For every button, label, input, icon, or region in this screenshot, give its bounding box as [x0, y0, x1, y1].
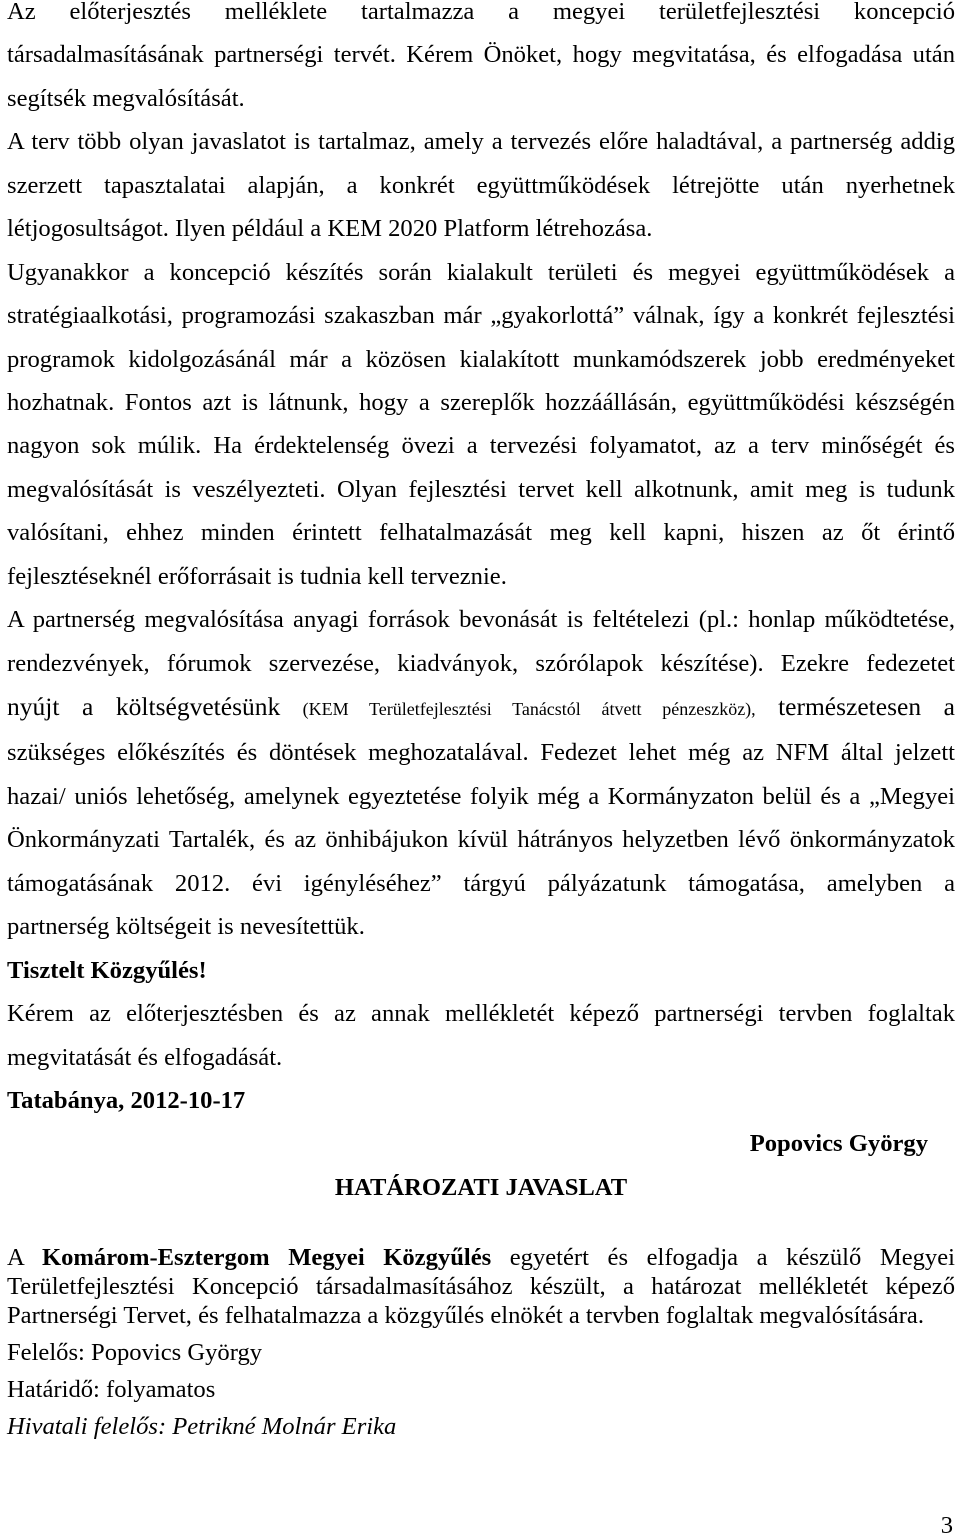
assembly-name: Komárom-Esztergom Megyei Közgyűlés — [41, 1244, 492, 1271]
funding-line: szükséges előkészítés és döntések meghozatalával. Fedezet lehet még az NFM által jelzett — [7, 739, 955, 767]
resolution-line — [7, 1243, 955, 1272]
resolution-pre-text: A — [7, 1244, 42, 1271]
cooperation-line: Ugyanakkor a koncepció készítés során kialakult területi és megyei együttműködések a — [7, 258, 955, 286]
signatory-name: Popovics György — [749, 1130, 928, 1158]
budget-source-note: (KEM Területfejlesztési Tanácstól átvett pénzeszköz), — [302, 699, 756, 719]
proposals-line: létjogosultságot. Ilyen például a KEM 2020 Platform létrehozása. — [7, 215, 653, 243]
cooperation-line: valósítani, ehhez minden érintett felhatalmazását meg kell kapni, hiszen az őt érintő — [7, 519, 955, 547]
funding-line-budget — [7, 685, 955, 731]
funding-line: A partnerség megvalósítása anyagi források bevonását is feltételezi (pl.: honlap működtetése, — [7, 606, 955, 634]
cooperation-line: hozhatnak. Fontos azt is látnunk, hogy a szereplők hozzáállásán, együttműködési készségén — [7, 388, 955, 416]
resolution-post-text: egyetért és elfogadja a készülő Megyei — [491, 1244, 955, 1271]
request-paragraph — [7, 992, 955, 1079]
funding-line: támogatásának 2012. évi igényléséhez” tárgyú pályázatunk támogatása, amelyben a — [7, 869, 955, 897]
cooperation-line: programok kidolgozásánál már a közösen kialakított munkamódszerek jobb eredményeket — [7, 345, 955, 373]
deadline: Határidő: folyamatos — [7, 1376, 216, 1403]
letter-body — [7, 0, 955, 1209]
resolution-heading: HATÁROZATI JAVASLAT — [334, 1173, 628, 1201]
salutation: Tisztelt Közgyűlés! — [7, 956, 207, 984]
budget-tail-text: természetesen a — [778, 692, 955, 721]
funding-line: hazai/ uniós lehetőség, amelynek egyeztetése folyik még a Kormányzaton belül és a „Megyei — [7, 782, 955, 810]
place-date: Tatabánya, 2012-10-17 — [7, 1086, 246, 1114]
office-responsible-person: Hivatali felelős: Petrikné Molnár Erika — [7, 1413, 397, 1440]
intro-line: társadalmasításának partnerségi tervét. Kérem Önöket, hogy megvitatása, és elfogadása után — [7, 41, 955, 69]
funding-line: rendezvények, fórumok szervezése, kiadványok, szórólapok készítése). Ezekre fedezetet — [7, 649, 955, 677]
intro-line: Az előterjesztés melléklete tartalmazza a megyei területfejlesztési koncepció — [7, 0, 955, 25]
funding-line: partnerség költségeit is nevesítettük. — [7, 913, 365, 941]
cooperation-line: nagyon sok múlik. Ha érdektelenség övezi a tervezési folyamatot, az a terv minőségét és — [7, 432, 955, 460]
proposals-line: A terv több olyan javaslatot is tartalmaz, amely a tervezés előre haladtával, a partnerség addig — [7, 128, 955, 156]
budget-lead-text: nyújt a költségvetésünk — [7, 692, 281, 721]
cooperation-paragraph — [7, 251, 955, 599]
funding-paragraph — [7, 598, 955, 949]
cooperation-line: fejlesztéseknél erőforrásait is tudnia kell terveznie. — [7, 562, 507, 590]
request-line: megvitatását és elfogadását. — [7, 1043, 283, 1071]
funding-line: Önkormányzati Tartalék, és az önhibájukon kívül hátrányos helyzetben lévő önkormányzatok — [7, 826, 955, 854]
intro-paragraph — [7, 0, 955, 120]
intro-line: segítsék megvalósítását. — [7, 84, 245, 112]
resolution-line: Partnerségi Tervet, és felhatalmazza a közgyűlés elnökét a tervben foglaltak megvalósítására. — [7, 1302, 924, 1329]
proposals-paragraph — [7, 120, 955, 250]
cooperation-line: stratégiaalkotási, programozási szakaszban már „gyakorlottá” válnak, így a konkrét fejlesztési — [7, 302, 955, 330]
cooperation-line: megvalósítását is veszélyezteti. Olyan fejlesztési tervet kell alkotnunk, amit meg is tudunk — [7, 475, 955, 503]
resolution-proposal — [7, 1243, 955, 1441]
page-number: 3 — [940, 1512, 953, 1539]
request-line: Kérem az előterjesztésben és az annak mellékletét képező partnerségi tervben foglaltak — [7, 1000, 955, 1028]
resolution-line: Területfejlesztési Koncepció társadalmasításához készült, a határozat mellékletét képező — [7, 1273, 955, 1300]
proposals-line: szerzett tapasztalatai alapján, a konkrét együttműködések létrejötte után nyerhetnek — [7, 171, 955, 199]
responsible-person: Felelős: Popovics György — [7, 1339, 263, 1366]
